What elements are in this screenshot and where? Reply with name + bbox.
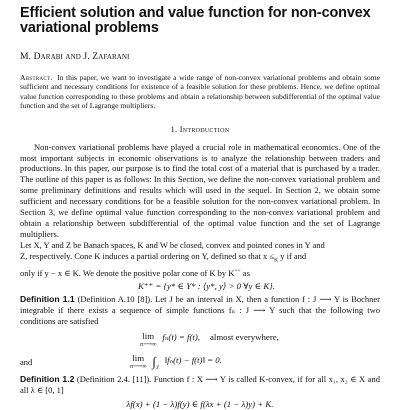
section-heading: 1. Introduction: [170, 124, 230, 134]
limit-operator-1: [140, 331, 156, 348]
paper-title: [20, 6, 380, 35]
definition-1-1-label: Definition 1.1: [20, 294, 75, 305]
equation-limit-1: [20, 331, 380, 348]
equation-k-convex: λf(x) + (1 − λ)f(y) ∈ f(λx + (1 − λ)y) + K.: [126, 398, 274, 409]
limit-operator-2: [130, 353, 146, 370]
setup-paragraph: [20, 240, 380, 279]
polar-superscript: ++: [234, 268, 241, 275]
limit-1-body: fₙ(t) = f(t),: [162, 331, 200, 342]
and-word: and: [20, 356, 33, 367]
limit-2-body: ‖fₙ(t) − f(t)‖ = 0.: [164, 354, 222, 365]
integral-subscript: J: [155, 364, 159, 371]
definition-1-1-ref: (Definition A.10 [8]).: [77, 294, 153, 305]
paper-title-line-2: variational problems: [20, 19, 159, 36]
definition-1-2-text: Function f : X ⟶ Y is called K-convex, if for all x₁, x₂ ∈ X and all λ ∈ [0, 1]: [20, 373, 380, 395]
lim-subscript-2: n⟶∞: [130, 362, 147, 370]
setup-line-3-text: only if y − x ∈ K. We denote the positive polar cone of K by K: [20, 268, 235, 279]
lim-word-2: lim: [132, 352, 145, 363]
abstract-label: Abstract.: [20, 73, 53, 82]
equation-limit-2-row: [20, 351, 380, 371]
setup-line-2-text: Z, respectively. Cone K induces a partial ordering on Y, defined so that x ≤: [20, 250, 275, 261]
paper-authors: M. Darabi and J. Zafarani: [20, 51, 130, 62]
integral-sign: [152, 353, 158, 371]
definition-1-2: [20, 374, 380, 396]
equation-polar-cone: K⁺⁺ = {y* ∈ Y* : ⟨y*, y⟩ > 0 ∀y ∈ K}.: [138, 281, 275, 292]
setup-line-1: Let X, Y and Z be Banach spaces, K and W be closed, convex and pointed cones in Y and: [20, 239, 325, 250]
setup-line-3: [20, 266, 380, 279]
setup-line-2: [20, 251, 380, 267]
definition-1-2-label: Definition 1.2: [20, 373, 75, 384]
definition-1-2-ref: (Definition 2.4. [11]).: [76, 373, 152, 384]
integral-symbol: ∫: [152, 353, 156, 369]
abstract: [20, 73, 380, 111]
limit-1-tail: almost everywhere,: [209, 331, 279, 342]
abstract-text: In this paper, we want to investigate a wide range of non-convex variational problems and obtain some sufficient and necessary conditions for existence of a feasible solution for these problems. Hence, we define optimal value function corresponding to these problems and obtain a relationship between subdifferential of the optimal value function and the set of Lagrange multipliers.: [20, 73, 380, 111]
intro-paragraph: Non-convex variational problems have played a crucial role in mathematical economics. One of the most important subjects in economic observations is to analyze the relationship between traders and productions. In this paper, our purpose is to find the total cost of a material that is purchased by a trader. The outline of this paper is as follows: In this Section, we define the non-convex variational problem and some preliminary definitions and results which will used in the sequel. In Section 2, we obtain some sufficient and necessary conditions for be a feasible solution for the non-convex variational problem. In Section 3, we define optimal value function corresponding to the non-convex variational problem and obtain a relationship between subdifferential of the optimal value function and the set of Lagrange multipliers.: [20, 141, 380, 239]
setup-line-2-tail: y if and: [278, 250, 307, 261]
definition-1-1-text: Let J be an interval in X, then a function f : J ⟶ Y is Bochner integrable if there exists a sequence of simple functions fₙ : J ⟶ Y such that the following two conditions are satisfied: [20, 294, 380, 326]
definition-1-1: [20, 294, 380, 327]
lim-word-1: lim: [142, 330, 155, 341]
order-subscript: K: [274, 257, 279, 264]
lim-subscript-1: n⟶∞: [140, 340, 157, 348]
paper-title-line-1: Efficient solution and value function for non-convex: [20, 5, 371, 21]
setup-line-3-tail: as: [240, 268, 250, 279]
